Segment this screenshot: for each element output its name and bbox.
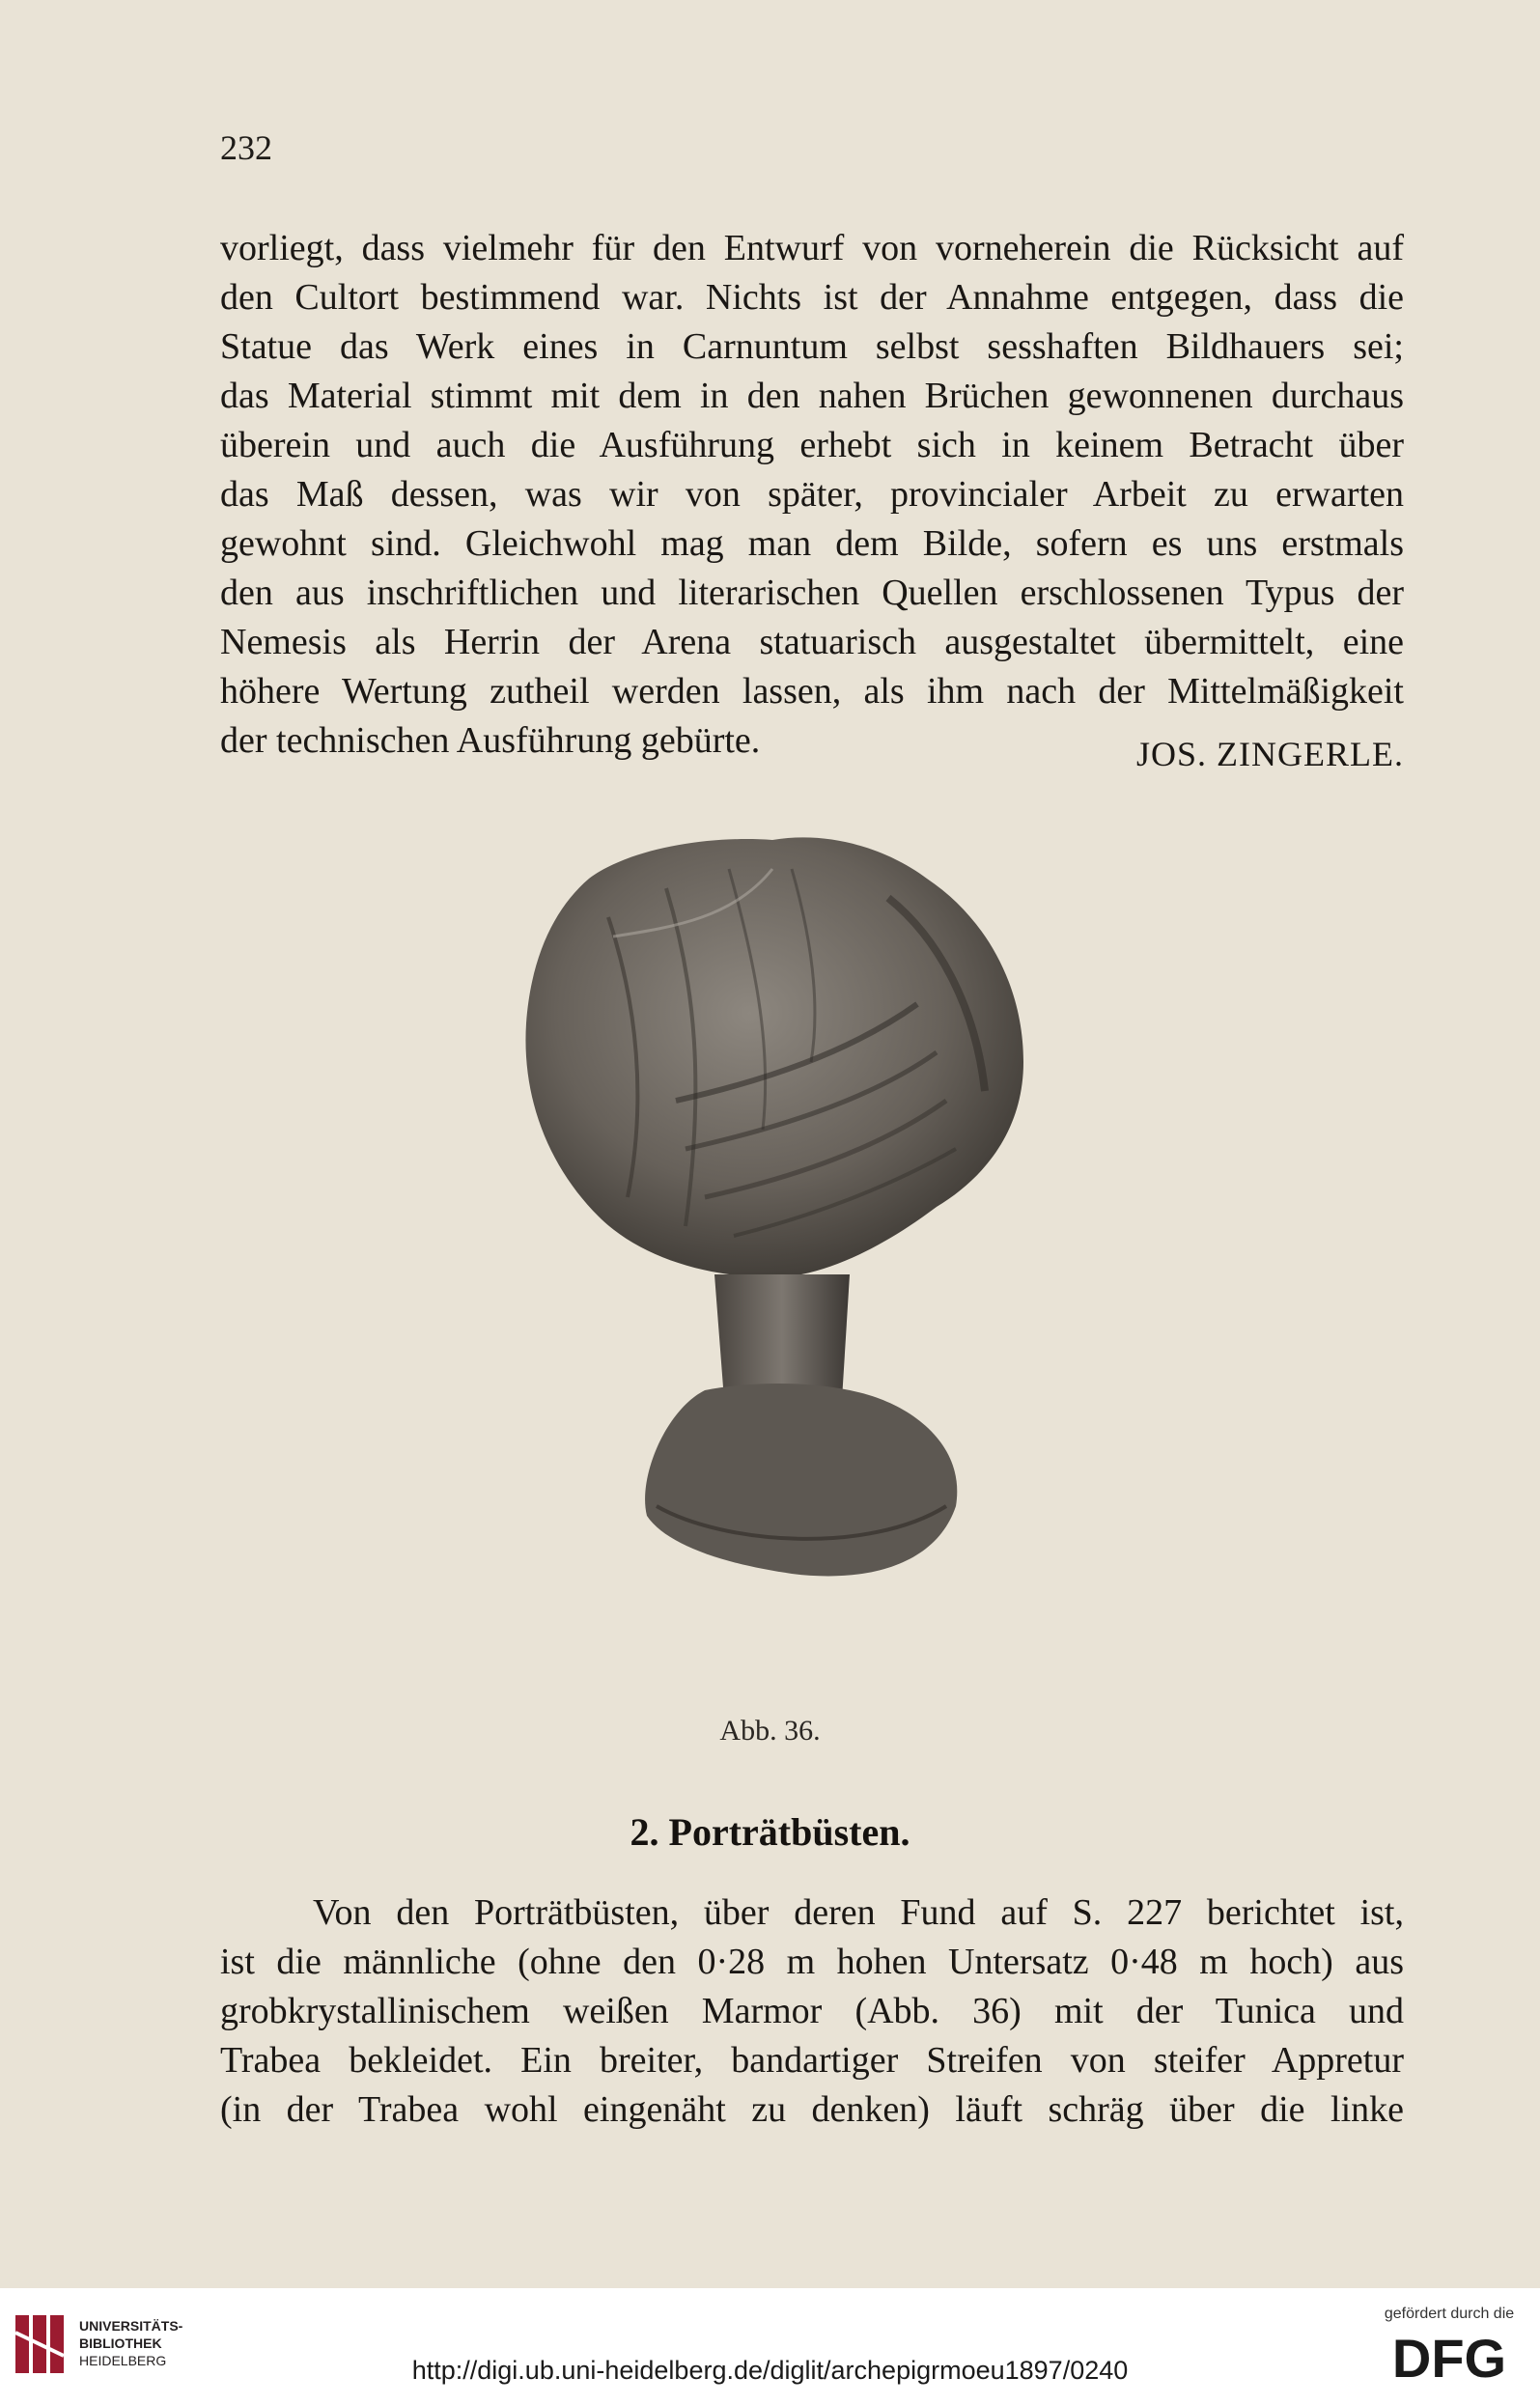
text-line: gewohnt sind. Gleichwohl mag man dem Bilde, sofern es uns erstmals [220, 523, 1404, 564]
dfg-wordmark-icon [1367, 2329, 1531, 2385]
page-number: 232 [220, 128, 272, 167]
text-line: überein und auch die Ausführung erhebt sich in keinem Betracht über [220, 425, 1404, 465]
bust-illustration [483, 811, 1062, 1680]
text-line: vorliegt, dass vielmehr für den Entwurf von vorneherein die Rücksicht auf [220, 228, 1404, 268]
text-line: Trabea bekleidet. Ein breiter, bandartiger Streifen von steifer Appretur [220, 2040, 1404, 2081]
paragraph-1 [220, 224, 1404, 766]
text-line: der technischen Ausführung gebürte. [220, 720, 761, 761]
text-line: Nemesis als Herrin der Arena statuarisch ausgestaltet übermittelt, eine [220, 622, 1404, 662]
funding-caption: gefördert durch die [1384, 2306, 1515, 2322]
text-line: das Material stimmt mit dem in den nahen Brüchen gewonnenen durchaus [220, 376, 1404, 416]
text-line: (in der Trabea wohl eingenäht zu denken) läuft schräg über die linke [220, 2089, 1404, 2130]
figure-caption: Abb. 36. [719, 1715, 821, 1747]
text-line: das Maß dessen, was wir von später, provincialer Arbeit zu erwarten [220, 474, 1404, 515]
viewer-footer [0, 2288, 1540, 2405]
dfg-logo[interactable] [1367, 2306, 1531, 2392]
text-line: den aus inschriftlichen und literarischen Quellen erschlossenen Typus der [220, 573, 1404, 613]
section-heading: 2. Porträtbüsten. [630, 1810, 910, 1854]
library-line: UNIVERSITÄTS- [79, 2318, 183, 2334]
text-line: Statue das Werk eines in Carnuntum selbst sesshaften Bildhauers sei; [220, 326, 1404, 367]
paragraph-2 [220, 1888, 1404, 2135]
library-line: HEIDELBERG [79, 2353, 167, 2368]
text-line: Von den Porträtbüsten, über deren Fund auf S. 227 berichtet ist, [313, 1892, 1404, 1933]
text-line: den Cultort bestimmend war. Nichts ist der Annahme entgegen, dass die [220, 277, 1404, 318]
text-line: grobkrystallinischem weißen Marmor (Abb. 36) mit der Tunica und [220, 1991, 1404, 2031]
funder-name: DFG [1391, 2329, 1507, 2385]
library-line: BIBLIOTHEK [79, 2335, 162, 2351]
author-signature: JOS. ZINGERLE. [1136, 735, 1404, 773]
text-line: höhere Wertung zutheil werden lassen, als ihm nach der Mittelmäßigkeit [220, 671, 1404, 712]
source-url-link[interactable]: http://digi.ub.uni-heidelberg.de/diglit/archepigrmoeu1897/0240 [411, 2356, 1129, 2385]
text-line: ist die männliche (ohne den 0·28 m hohen Untersatz 0·48 m hoch) aus [220, 1942, 1404, 1982]
